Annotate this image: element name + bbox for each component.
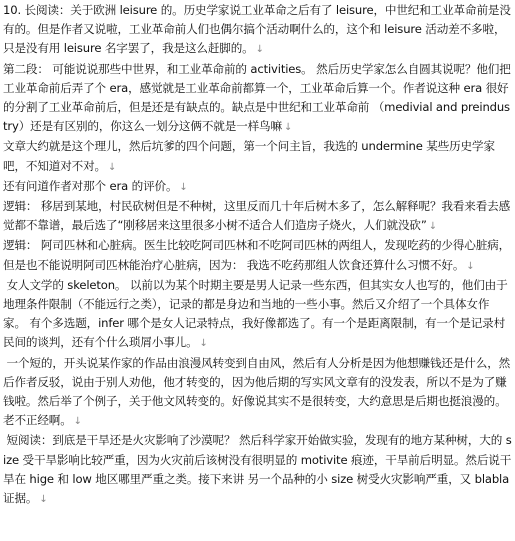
paragraph-9-text: 短阅读：到底是干旱还是火灾影响了沙漠呢？ 然后科学家开始做实验，发现有的地方某种树，大的 size 受干旱影响比较严重，因为火灾前后该树没有很明显的 motivite 痕迹，干旱前后明显。然后说干旱在 hige 和 low 地区哪里严重之类。接下来讲 另一个品种的小 size 树受火灾影响严重，又 blabla 证据。 [3, 433, 513, 506]
paragraph-5 [3, 197, 512, 236]
paragraph-mark-icon: ↓ [466, 260, 475, 272]
paragraph-1-text: 10. 长阅读：关于欧洲 leisure 的。历史学家说工业革命之后有了 leisure，中世纪和工业革命前是没有的。但是作者又说啦，工业革命前人们也偶尔搞个活动啊什么的，这个和 leisure 活动差不多啦，只是没有用 leisure 名字罢了，我是这么赶脚的。 [3, 3, 511, 56]
paragraph-3-text: 文章大约就是这个理儿，然后坑爹的四个问题，第一个问主旨，我选的 undermine 某些历史学家吧，不知道对不对。 [3, 139, 495, 173]
paragraph-4-text: 还有问道作者对那个 era 的评价。 [3, 178, 178, 193]
paragraph-mark-icon: ↓ [428, 221, 437, 233]
paragraph-2-text: 第二段： 可能说说那些中世界，和工业革命前的 activities。 然后历史学家怎么自圆其说呢？他们把工业革命前后弄了个 era，感觉就是工业革命前都算一个，工业革命后算一个。作者说这种 era 很好的分割了工业革命前后，但是还是有缺点的。缺点是中世纪和工业革命前 （medivial and preindustry）还是有区别的，你这么一划分这俩不就是一样鸟嘛 [3, 61, 511, 134]
paragraph-mark-icon: ↓ [255, 44, 264, 56]
paragraph-6 [3, 236, 512, 275]
paragraph-5-text: 逻辑： 移居到某地，村民砍树但是不种树，这里反而几十年后树木多了，怎么解释呢？我看来看去感觉都不靠谱，最后选了“刚移居来这里很多小树不适合人们造房子烧火，人们就没砍” [3, 199, 511, 233]
paragraph-8-text: 一个短的，开头说某作家的作品由浪漫风转变到自由风，然后有人分析是因为他想赚钱还是什么，然后作者反驳，说由于别人劝他，他才转变的，因为他后期的写实风文章有的没发表，所以不是为了赚钱啦。然后举了个例子，关于他文风转变的。好像说其实不是很转变，大约意思是后期也挺浪漫的。老不正经啊。 [3, 355, 511, 428]
paragraph-mark-icon: ↓ [283, 122, 293, 134]
paragraph-mark-icon: ↓ [199, 338, 208, 350]
paragraph-3 [3, 137, 512, 176]
paragraph-7-text: 女人文学的 skeleton。 以前以为某个时期主要是男人记录一些东西，但其实女人也写的，他们由于地理条件限制（不能远行之类），记录的都是身边和当地的一些小事。然后又介绍了一个具体女作家。 有个多选题，infer 哪个是女人记录特点，我好像都选了。有一个是距离限制，有一个是记录村民间的谈判，还有个什么琐屑小事儿。 [3, 277, 508, 350]
paragraph-8 [3, 354, 512, 432]
paragraph-9 [3, 431, 512, 509]
paragraph-mark-icon: ↓ [73, 416, 82, 428]
paragraph-mark-icon: ↓ [39, 494, 48, 506]
paragraph-2 [3, 60, 512, 138]
paragraph-mark-icon: ↓ [179, 181, 188, 193]
paragraph-6-text: 逻辑： 阿司匹林和心脏病。医生比较吃阿司匹林和不吃阿司匹林的两组人，发现吃药的少得心脏病，但是也不能说明阿司匹林能治疗心脏病，因为： 我选不吃药那组人饮食还算什么习惯不好。 [3, 238, 511, 272]
paragraph-7 [3, 276, 512, 354]
paragraph-1 [3, 1, 512, 60]
paragraph-mark-icon: ↓ [108, 161, 117, 173]
paragraph-4 [3, 177, 512, 197]
